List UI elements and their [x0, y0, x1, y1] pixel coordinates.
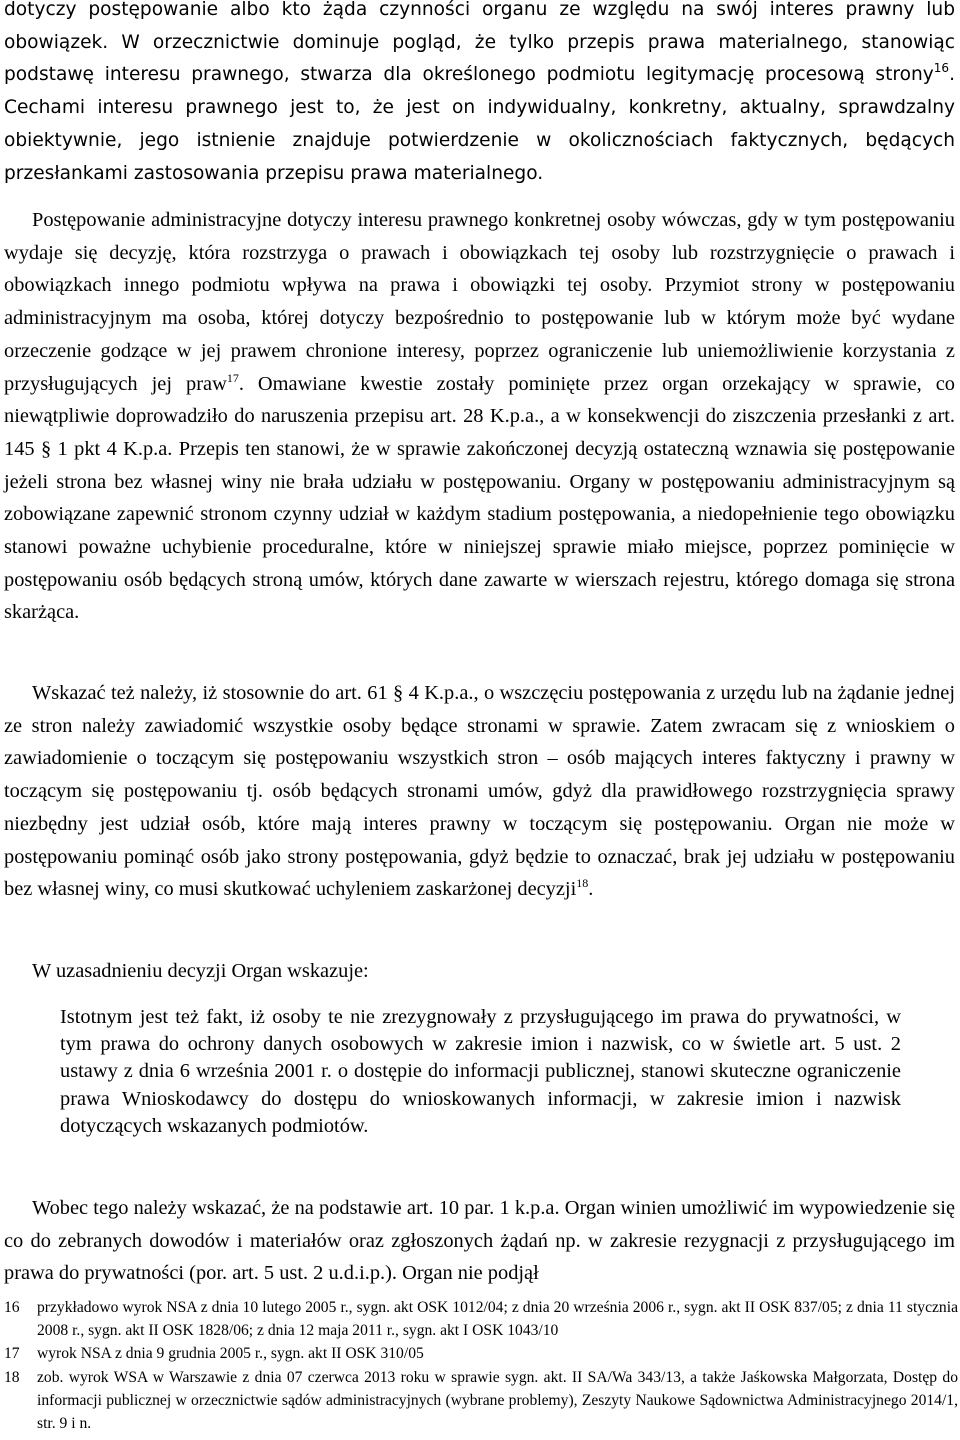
footnote-ref-18[interactable]: 18 — [576, 876, 589, 891]
footnote-number: 16 — [4, 1299, 20, 1316]
paragraph-right-to-comment: Wobec tego należy wskazać, że na podstawie art. 10 par. 1 k.p.a. Organ winien umożliwić im wypowiedzenie się co do zebranych dowodów i materiałów oraz zgłoszonych żądań np. w zakresie rezygnacji z przysługującego im prawa do prywatności (por. art. 5 ust. 2 u.d.i.p.). Organ nie podjął — [4, 1197, 955, 1285]
footnote-ref-17[interactable]: 17 — [226, 370, 239, 385]
paragraph-text: . — [588, 878, 594, 901]
footnote-ref-16[interactable]: 16 — [933, 61, 950, 76]
text-line: Cechami interesu prawnego jest to, że jest on indywidualny, konkretny, aktualny, sprawdzalny — [4, 97, 955, 119]
footnote-16 — [4, 1296, 958, 1342]
text-line: dotyczy postępowanie albo kto żąda czynności organu ze względu na swój interes prawny lub — [4, 0, 955, 20]
footnotes — [4, 1296, 958, 1435]
paragraph-party-status — [4, 204, 955, 629]
footnote-number: 18 — [4, 1368, 20, 1386]
paragraph-text: . Omawiane kwestie zostały pominięte przez organ orzekający w sprawie, co niewątpliwie doprowadziło do naruszenia przepisu art. 28 K.p.a., a w konsekwencji do ziszczenia przesłanki z art. 145 § 1 pkt 4 K.p.a. Przepis ten stanowi, że w sprawie zakończonej decyzją ostateczną wznawia się postępowanie jeżeli strona bez własnej winy nie brała udziału w postępowaniu. Organy w postępowaniu administracyjnym są zobowiązane zapewnić stronom czynny udział w każdym stadium postępowania, a niedopełnienie tego obowiązku stanowi poważne uchybienie proceduralne, które w niniejszej sprawie miało miejsce, poprzez pominięcie w postępowaniu osób będących stroną umów, których dane zawarte w wierszach rejestru, którego domaga się strona skarżąca. — [4, 372, 955, 624]
paragraph-legal-interest — [4, 0, 955, 190]
text-line — [4, 59, 955, 92]
footnote-text: zob. wyrok WSA w Warszawie z dnia 07 czerwca 2013 roku w sprawie sygn. akt. II SA/Wa 343/13, a także Jaśkowska Małgorzata, Dostęp do informacji publicznej w orzecznictwie sądów administracyjnych (wybrane problemy), Zeszyty Naukowe Sądownictwa Administracyjnego 2014/1, str. 9 i n. — [37, 1368, 958, 1433]
paragraph-text: Postępowanie administracyjne dotyczy interesu prawnego konkretnej osoby wówczas, gdy w tym postępowaniu wydaje się decyzję, która rozstrzyga o prawach i obowiązkach tej osoby lub rozstrzygnięcie o prawach i obowiązkach innego podmiotu wpływa na prawa i obowiązki tej osoby. Przymiot strony w postępowaniu administracyjnym ma osoba, której dotyczy bezpośrednio to postępowanie lub w którym może być wydane orzeczenie godzące w jej prawem chronione interesy, poprzez ograniczenie lub uniemożliwienie korzystania z przysługujących jej praw — [4, 209, 955, 395]
footnote-text: wyrok NSA z dnia 9 grudnia 2005 r., sygn. akt II OSK 310/05 — [37, 1345, 424, 1363]
paragraph-notification — [4, 677, 955, 906]
paragraph-text: Wskazać też należy, iż stosownie do art. 61 § 4 K.p.a., o wszczęciu postępowania z urzędu lub na żądanie jednej ze stron należy zawiadomić wszystkie osoby będące stronami w sprawie. Zatem zwracam się z wnioskiem o zawiadomienie o toczącym się postępowaniu wszystkich stron – osób mających interes faktyczny i prawny w toczącym się postępowaniu tj. osób będących stronami umów, gdyż dla prawidłowego rozstrzygnięcia sprawy niezbędny jest udział osób, które mają interes prawny w toczącym się postępowaniu. Organ nie może w postępowaniu pominąć osób jako strony postępowania, gdyż będzie to oznaczać, brak jej udziału w postępowaniu bez własnej winy, co musi skutkować uchyleniem zaskarżonej decyzji — [4, 682, 955, 901]
text-line: obiektywnie, jego istnienie znajduje potwierdzenie w okolicznościach faktycznych, będących — [4, 129, 955, 151]
text-line-content: podstawę interesu prawnego, stwarza dla określonego podmiotu legitymację procesową strony — [4, 64, 934, 86]
footnote-17 — [4, 1342, 958, 1365]
footnote-18 — [4, 1366, 958, 1436]
block-quote: Istotnym jest też fakt, iż osoby te nie zrezygnowały z przysługującego im prawa do prywatności, w tym prawa do ochrony danych osobowych w zakresie imion i nazwisk, co w świetle art. 5 ust. 2 ustawy z dnia 6 września 2001 r. o dostępie do informacji publicznej, stanowi skuteczne ograniczenie prawa Wnioskodawcy do dostępu do wnioskowanych informacji, w zakresie imion i nazwisk dotyczących wskazanych podmiotów. — [60, 1006, 901, 1137]
quote-intro: W uzasadnieniu decyzji Organ wskazuje: — [32, 960, 369, 982]
footnote-text: przykładowo wyrok NSA z dnia 10 lutego 2005 r., sygn. akt OSK 1012/04; z dnia 20 września 2006 r., sygn. akt II OSK 837/05; z dnia 11 stycznia 2008 r., sygn. akt II OSK 1828/06; z dnia 12 maja 2011 r., sygn. akt I OSK 1043/10 — [37, 1299, 958, 1340]
text-line: przesłankami zastosowania przepisu prawa materialnego. — [4, 162, 544, 184]
text-line: obowiązek. W orzecznictwie dominuje pogląd, że tylko przepis prawa materialnego, stanowiąc — [4, 31, 955, 53]
punctuation: . — [949, 64, 955, 86]
footnote-number: 17 — [4, 1345, 20, 1363]
